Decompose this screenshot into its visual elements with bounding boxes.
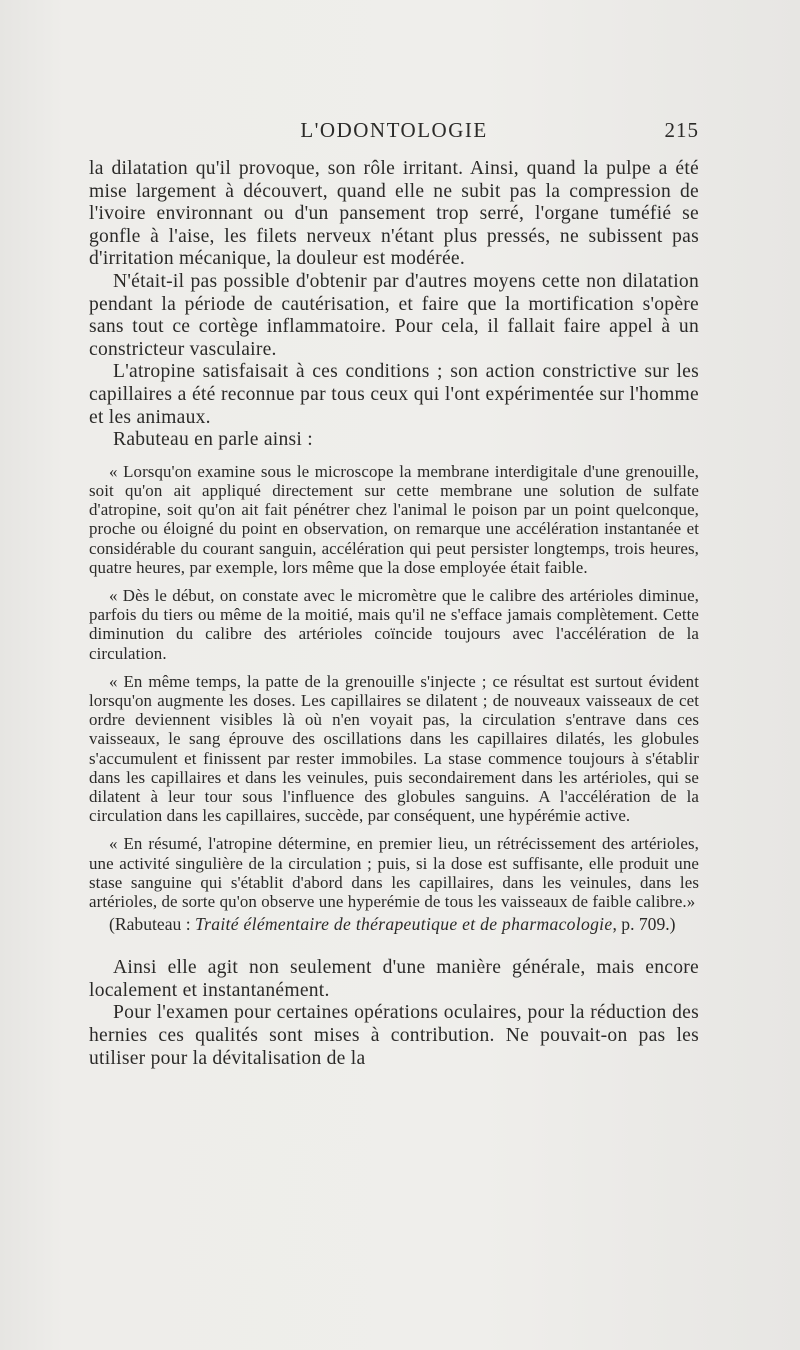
page-number: 215	[664, 118, 699, 142]
page-header	[89, 118, 699, 148]
citation	[89, 914, 699, 935]
paragraph: la dilatation qu'il provoque, son rôle irritant. Ainsi, quand la pulpe a été mise largement à découvert, quand elle ne subit pas la compression de l'ivoire environnant ou d'un pansement trop serré, l'organe tuméfié se gonfle à l'aise, les filets nerveux n'étant plus pressés, ne subissent pas d'irritation mécanique, la douleur est modérée.	[89, 158, 699, 270]
quote-paragraph: « Dès le début, on constate avec le micromètre que le calibre des artérioles diminue, parfois du tiers ou même de la moitié, mais qu'il ne s'efface jamais complètement. Cette diminution du calibre des artérioles coïncide toujours avec l'accélération de la circulation.	[89, 585, 699, 663]
quote-paragraph: « En résumé, l'atropine détermine, en premier lieu, un rétrécissement des artérioles, une activité singulière de la circulation ; puis, si la dose est suffisante, elle produit une stase sanguine qui s'établit d'abord dans les capillaires, dans les veinules, dans les artérioles, de sorte qu'on observe une hyperémie de tous les vaisseaux de faible calibre.»	[89, 834, 699, 911]
citation-title: Traité élémentaire de thérapeutique et de pharmacologie	[194, 914, 613, 935]
citation-prefix: (Rabuteau :	[109, 914, 195, 935]
paragraph: N'était-il pas possible d'obtenir par d'autres moyens cette non dilatation pendant la période de cautérisation, et faire que la mortification s'opère sans tout ce cortège inflammatoire. Pour cela, il fallait faire appel à un constricteur vasculaire.	[89, 270, 699, 360]
paragraph: Ainsi elle agit non seulement d'une manière générale, mais encore localement et instantanément.	[89, 957, 699, 1001]
paragraph: Rabuteau en parle ainsi :	[113, 429, 313, 451]
paragraph: Pour l'examen pour certaines opérations oculaires, pour la réduction des hernies ces qualités sont mises à contribution. Ne pouvait-on pas les utiliser pour la dévitalisation de la	[89, 1002, 699, 1069]
citation-suffix: , p. 709.)	[612, 914, 676, 935]
paragraph: L'atropine satisfaisait à ces conditions ; son action constrictive sur les capillaires a été reconnue par tous ceux qui l'ont expérimentée sur l'homme et les animaux.	[89, 361, 699, 428]
body-text	[89, 158, 699, 1070]
block-quote	[89, 462, 699, 935]
quote-paragraph: « En même temps, la patte de la grenouille s'injecte ; ce résultat est surtout évident lorsqu'on augmente les doses. Les capillaires se dilatent ; de nouveaux vaisseaux de cet ordre deviennent visibles là où n'en voyait pas, la circulation s'entrave dans ces vaisseaux, le sang éprouve des oscillations dans les capillaires dilatés, les globules s'accumulent et finissent par rester immobiles. La stase commence toujours à s'établir dans les capillaires et dans les veinules, puis secondairement dans les artérioles, qui se dilatent à leur tour sous l'influence des globules sanguins. A l'accélération de la circulation dans les capillaires, succède, par conséquent, une hypérémie active.	[89, 671, 699, 826]
quote-paragraph: « Lorsqu'on examine sous le microscope la membrane interdigitale d'une grenouille, soit qu'on ait appliqué directement sur cette membrane une solution de sulfate d'atropine, soit qu'on ait fait pénétrer chez l'animal le poison par un point quelconque, proche ou éloigné du point en observation, on remarque une accélération instantanée et considérable du courant sanguin, accélération qui peut persister longtemps, trois heures, quatre heures, par exemple, lors même que la dose employée était faible.	[89, 461, 699, 577]
running-head: L'ODONTOLOGIE	[300, 118, 488, 142]
